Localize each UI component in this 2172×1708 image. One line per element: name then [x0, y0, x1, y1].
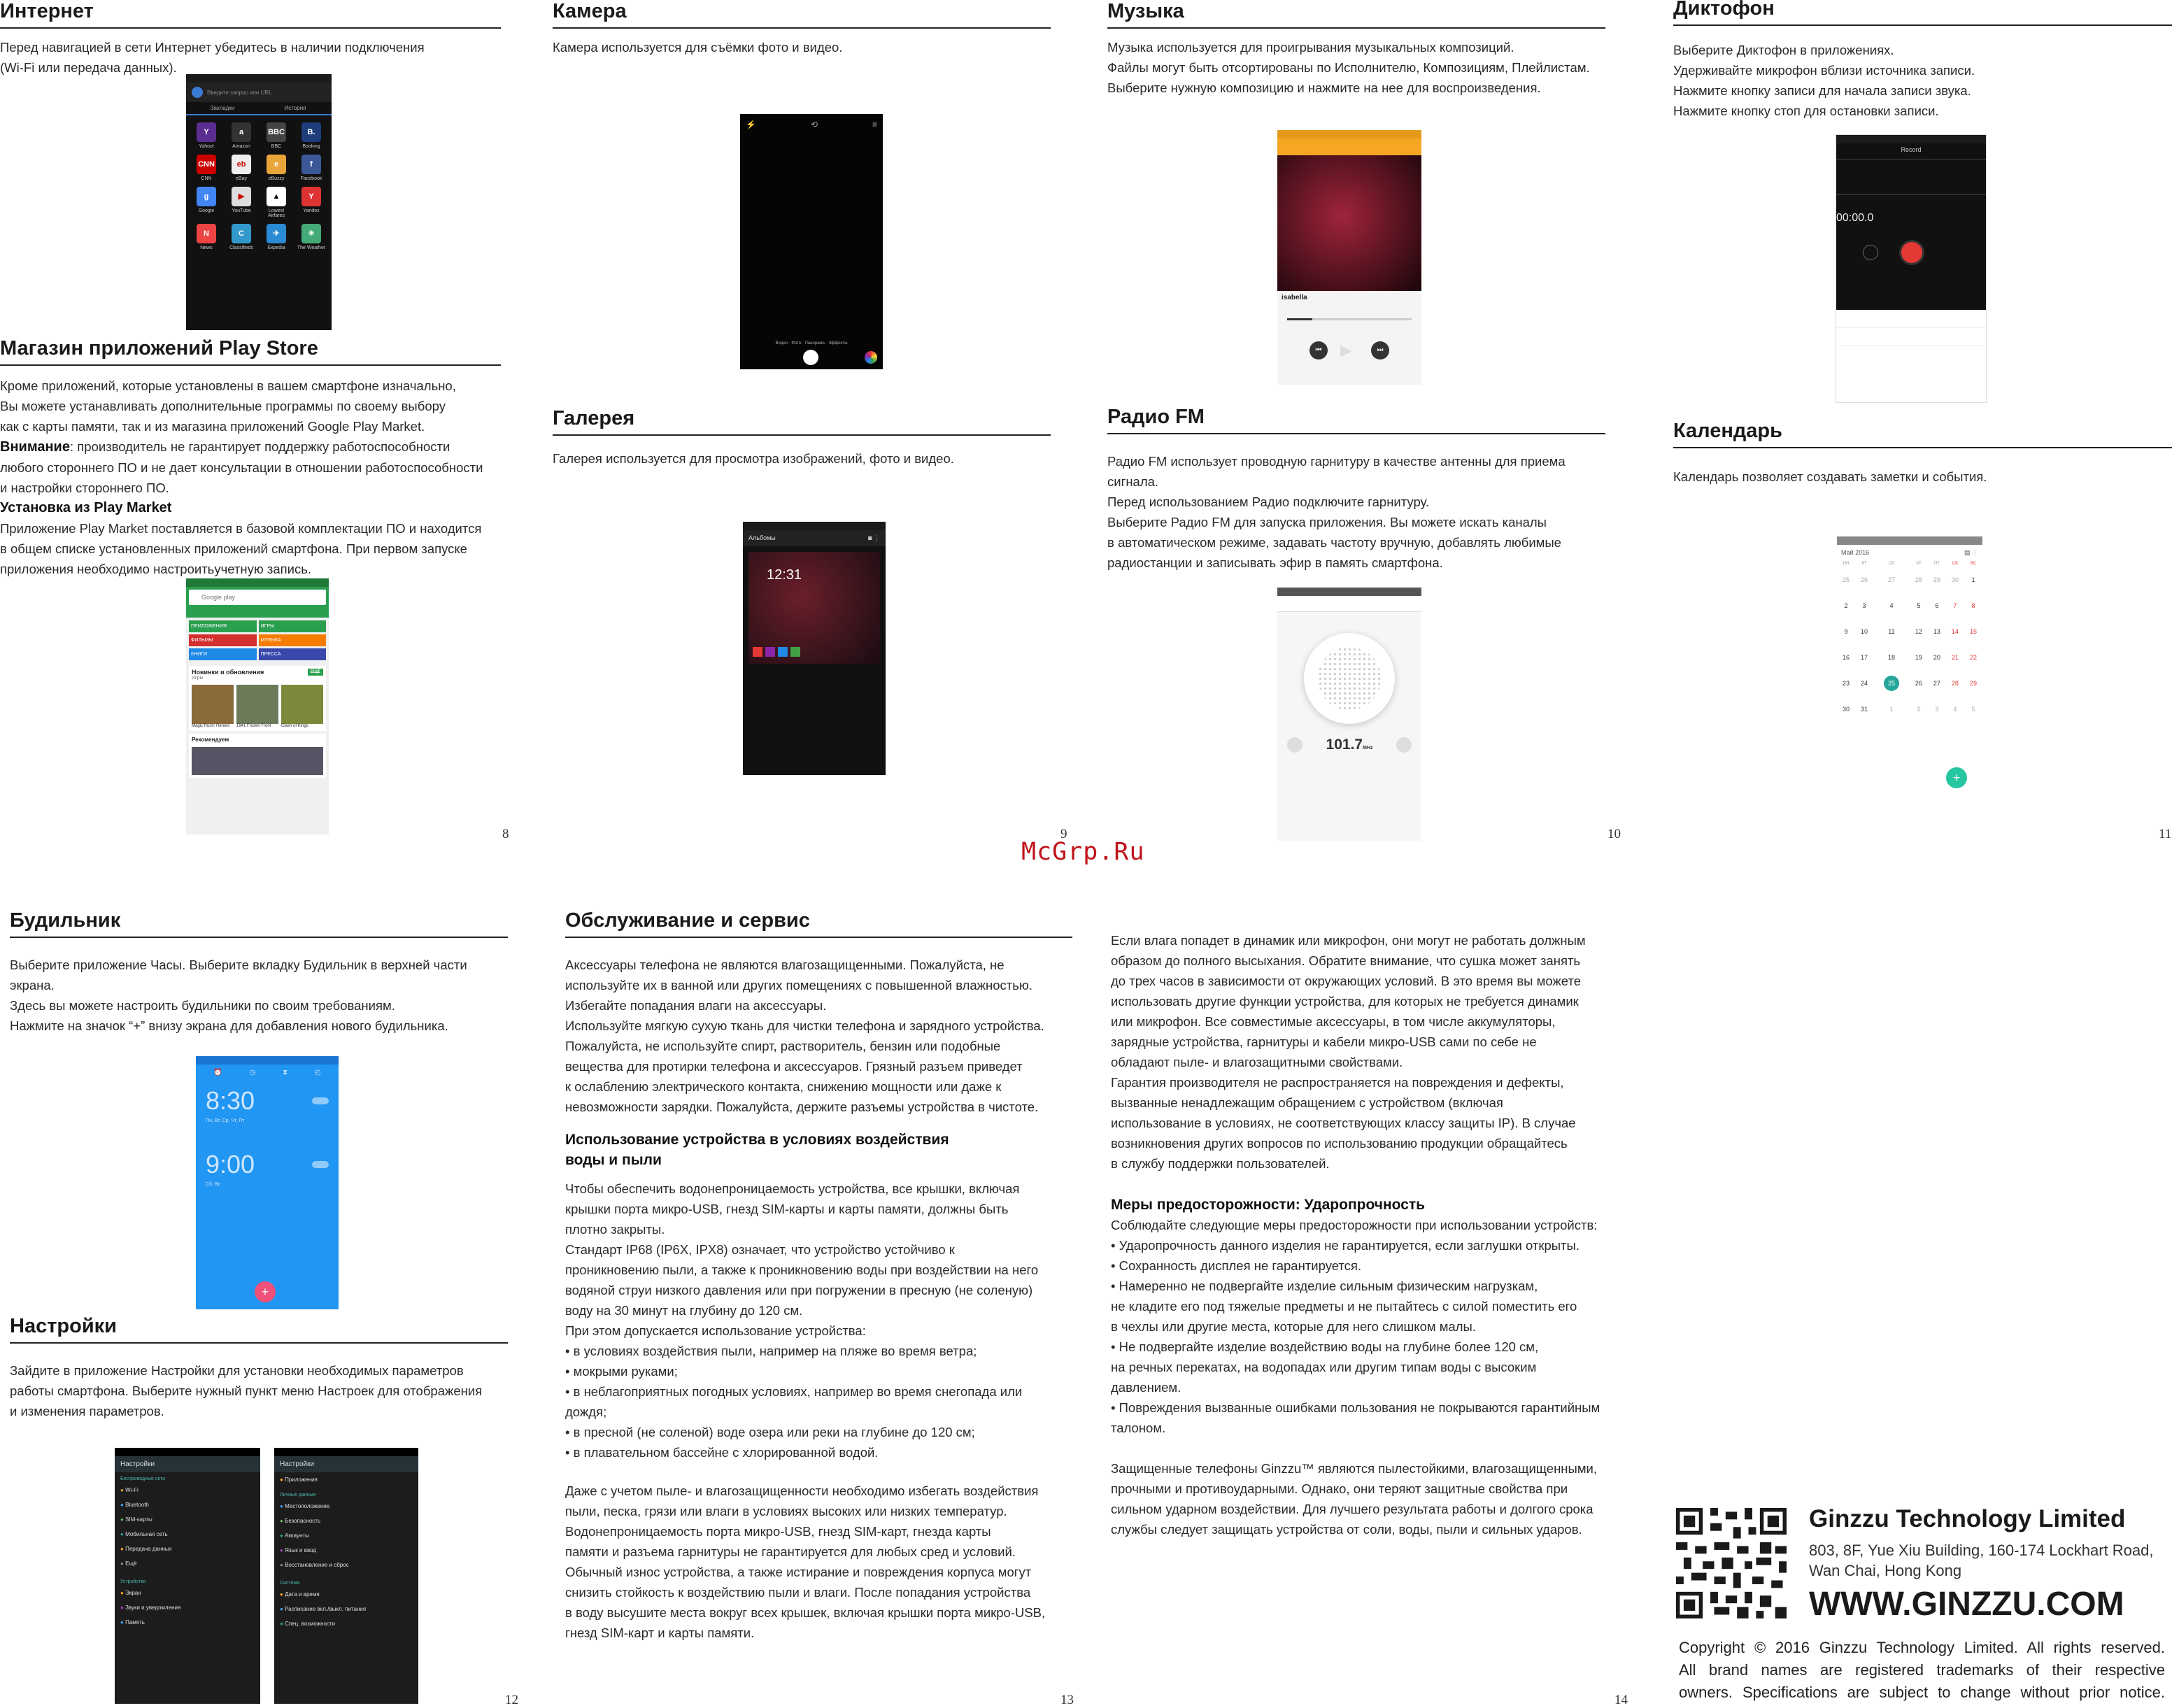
category-apps: ПРИЛОЖЕНИЯ [189, 620, 257, 632]
new-card-header [192, 669, 323, 676]
settings-item: ● Аккаунты [280, 1532, 309, 1539]
alarm-days: Пн, Вт, Ср, Чт, Пт [206, 1118, 245, 1123]
playstore-line: Кроме приложений, которые установлены в вашем смартфоне изначально, [0, 378, 456, 393]
final-line: прочными и противоударными. Однако, они теряют защитные свойства при [1111, 1481, 1568, 1496]
add-event-button: + [1946, 767, 1967, 788]
alarm-time: 8:30 [206, 1086, 255, 1115]
copyright-block [1679, 1637, 2165, 1704]
game-row [192, 685, 323, 728]
water-dust-title-1: Использование устройства в условиях воздействия [565, 1132, 949, 1148]
service-line: Избегайте попадания влаги на аксессуары. [565, 998, 827, 1013]
recorder-line: Удерживайте микрофон вблизи источника записи. [1673, 63, 1975, 78]
status-bar [186, 578, 329, 587]
camera-screenshot [740, 114, 883, 369]
switch-camera-icon: ⟲ [810, 120, 818, 129]
moisture-line: в службу поддержки пользователей. [1111, 1156, 1330, 1171]
internet-text-2: (Wi-Fi или передача данных). [0, 60, 177, 75]
radio-line: в автоматическом режиме, задавать частоту вручную, добавлять любимые [1107, 535, 1561, 550]
status-bar [186, 74, 332, 83]
heading-settings: Настройки [10, 1315, 508, 1344]
bookmark-item: C Classifieds [225, 224, 257, 250]
week-row: 23 24 25 26 27 28 29 [1837, 670, 1982, 696]
gallery-header [743, 530, 886, 546]
settings-item: ● Местоположение [280, 1503, 330, 1509]
settings-group: Устройство [120, 1579, 146, 1584]
status-bar [115, 1448, 260, 1456]
alarm-line: Выберите приложение Часы. Выберите вкладку Будильник в верхней части [10, 958, 467, 972]
alarm-item [196, 1129, 339, 1193]
game-card: 1941 Frozen Front [236, 685, 278, 728]
calendar-month: Май 2016 [1841, 549, 1870, 556]
shock-line: в чехлы или другие места, которые для него слишком малы. [1111, 1319, 1476, 1334]
settings-group: Беспроводные сети [120, 1476, 166, 1481]
game-card: Magic Rush: Heroes [192, 685, 234, 728]
music-toolbar [1277, 138, 1421, 155]
service-line: Используйте мягкую сухую ткань для чистки телефона и зарядного устройства. [565, 1018, 1044, 1033]
shutter-button [803, 350, 818, 365]
water-dust-title-2: воды и пыли [565, 1152, 662, 1168]
service-line: используйте их в ванной или других помещениях с повышенной влажностью. [565, 978, 1032, 992]
settings-item: ● Дата и время [280, 1591, 320, 1597]
moisture-line: использовать другие функции устройства, для которых не требуется динамик [1111, 994, 1579, 1009]
settings-item: ● Расписание вкл./выкл. питания [280, 1606, 367, 1612]
week-row: 30 31 1 2 3 4 5 [1842, 705, 1975, 713]
status-bar [1277, 588, 1421, 596]
playstore-line: Вы можете устанавливать дополнительные программы по своему выбору [0, 399, 446, 413]
section-gallery [553, 407, 1051, 469]
next-icon: ⏭ [1371, 341, 1389, 360]
moisture-line: Если влага попадет в динамик или микрофон, они могут не работать должным [1111, 933, 1586, 948]
bookmark-item: a Amazon [225, 122, 257, 149]
internet-text-1: Перед навигацией в сети Интернет убедитесь в наличии подключения [0, 40, 425, 55]
service-line: вещества для протирки телефона и аксессуаров. Грязный разъем приведет [565, 1059, 1023, 1074]
settings-line: и изменения параметров. [10, 1404, 164, 1418]
section-moisture [1111, 930, 1642, 1539]
service-line: Обычный износ устройства, а также истирание и повреждения корпуса могут [565, 1565, 1032, 1579]
week-row: 2 3 4 5 6 7 8 [1844, 602, 1975, 609]
service-line: • в условиях воздействия пыли, например на пляже во время ветра; [565, 1344, 977, 1358]
settings-item: ● Язык и ввод [280, 1547, 317, 1553]
settings-screenshot-1 [115, 1448, 260, 1704]
moisture-line: зарядные устройства, гарнитуры и кабели микро-USB сами по себе не [1111, 1034, 1537, 1049]
heading-internet: Интернет [0, 0, 501, 29]
address-line: Wan Chai, Hong Kong [1809, 1562, 1962, 1579]
service-line: дождя; [565, 1404, 607, 1419]
moisture-line: обладают пыле- и влагозащитными свойствами. [1111, 1055, 1403, 1069]
address-line: 803, 8F, Yue Xiu Building, 160-174 Lockhart Road, [1809, 1542, 2154, 1559]
globe-icon [192, 87, 203, 98]
recorder-header: Record [1901, 146, 1922, 153]
play-icon: ▶ [1340, 341, 1352, 359]
browser-screenshot [186, 74, 332, 330]
speaker-icon [1304, 633, 1395, 724]
clock-tabs: ⏰ ◷ ⧗ ◴ [213, 1069, 321, 1076]
playstore-warning [0, 436, 501, 457]
playstore-line: как с карты памяти, так и из магазина приложений Google Play Market. [0, 419, 425, 434]
music-line: Выберите нужную композицию и нажмите на нее для воспроизведения. [1107, 80, 1541, 95]
install-title: Установка из Play Market [0, 500, 172, 515]
playstore-search: Google play [189, 590, 326, 605]
today-marker: 25 [1884, 676, 1899, 691]
service-line: памяти и разъема гарнитуры не гарантируется для любых сред и условий. [565, 1544, 1016, 1559]
more-button: ЕЩЁ [308, 669, 323, 676]
shock-line: • Не подвергайте изделие воздействию воды на глубине более 120 см, [1111, 1339, 1539, 1354]
company-website: WWW.GINZZU.COM [1809, 1586, 2124, 1623]
service-line: плотно закрыты. [565, 1222, 665, 1237]
heading-gallery: Галерея [553, 407, 1051, 436]
service-line: невозможности зарядки. Пожалуйста, держите разъемы устройства в чистоте. [565, 1099, 1039, 1114]
seek-forward-icon [1396, 737, 1412, 753]
settings-header: Настройки [115, 1456, 260, 1472]
browser-search-bar [186, 83, 332, 102]
playstore-header [186, 587, 329, 618]
playstore-screenshot [186, 578, 329, 834]
bookmark-item: g Google [190, 187, 222, 218]
alarm-toggle [312, 1097, 329, 1104]
calendar-text: Календарь позволяет создавать заметки и события. [1673, 469, 1987, 484]
bookmark-grid [186, 115, 332, 257]
settings-item: ● Передача данных [120, 1546, 172, 1552]
radio-line: радиостанции и записывать эфир в память смартфона. [1107, 555, 1443, 570]
bookmark-item: eb eBay [225, 155, 257, 181]
settings-item: ● Приложения [280, 1476, 318, 1483]
music-line: Файлы могут быть отсортированы по Исполнителю, Композициям, Плейлистам. [1107, 60, 1590, 75]
page-number: 9 [1060, 827, 1067, 841]
install-line: в общем списке установленных приложений смартфона. При первом запуске [0, 541, 467, 556]
browser-tab-bookmarks: Закладки [210, 105, 235, 111]
shock-line: • Повреждения вызванные ошибками пользования не покрываются гарантийным [1111, 1400, 1600, 1415]
album-art [1277, 155, 1421, 291]
service-line: При этом допускается использование устройства: [565, 1323, 866, 1338]
browser-search-placeholder: Введите запрос или URL [207, 89, 272, 96]
bookmark-item: ▶ YouTube [225, 187, 257, 218]
shock-line: на речных перекатах, на водопадах или другим типам воды с высоким [1111, 1360, 1537, 1374]
shock-line: • Намеренно не подвергайте изделие сильным физическим нагрузкам, [1111, 1279, 1538, 1293]
camera-text: Камера используется для съёмки фото и видео. [553, 40, 843, 55]
waveform [1836, 159, 1986, 195]
final-line: сильном ударном воздействии. Для лучшего результата работы и долгого срока [1111, 1502, 1593, 1516]
service-line: • в пресной (не соленой) воде озера или реки на глубине до 120 см; [565, 1425, 975, 1439]
alarm-line: Нажмите на значок “+” внизу экрана для добавления нового будильника. [10, 1018, 448, 1033]
camera-modes: Видео · Фото · Панорама · Эффекты [775, 341, 848, 346]
bookmark-item: f Facebook [295, 155, 327, 181]
moisture-line: возникновения других вопросов по использованию продукции обращайтесь [1111, 1136, 1568, 1151]
alarm-time: 9:00 [206, 1150, 255, 1179]
status-bar [196, 1056, 339, 1065]
section-alarm [10, 909, 508, 1036]
bookmark-item: ✈ Expedia [260, 224, 292, 250]
install-line: Приложение Play Market поставляется в базовой комплектации ПО и находится [0, 521, 482, 536]
section-playstore [0, 337, 501, 579]
moisture-line: Гарантия производителя не распространяется на повреждения и дефекты, [1111, 1075, 1564, 1090]
service-line: • мокрыми руками; [565, 1364, 678, 1379]
status-bar [274, 1448, 418, 1456]
heading-service: Обслуживание и сервис [565, 909, 1072, 938]
service-line: • в плавательном бассейне с хлорированной водой. [565, 1445, 879, 1460]
copyright-line: All brand names are registered trademarks of their respective [1679, 1661, 2165, 1679]
settings-item: ● Экран [120, 1590, 141, 1596]
alarm-item [196, 1081, 339, 1129]
playstore-categories [186, 618, 329, 663]
bookmark-item: ☀ The Weather [295, 224, 327, 250]
category-games: ИГРЫ [259, 620, 327, 632]
heading-playstore: Магазин приложений Play Store [0, 337, 501, 366]
recommended-title: Рекомендуем [192, 736, 229, 743]
play-icon [1863, 245, 1878, 260]
bookmark-item: Y Yahoo! [190, 122, 222, 149]
thumb-clock: 12:31 [767, 567, 802, 583]
section-service [565, 909, 1072, 1643]
alarm-line: Здесь вы можете настроить будильники по своим требованиям. [10, 998, 395, 1013]
moisture-line: образом до полного высыхания. Обратите внимание, что сушка может занять [1111, 953, 1581, 968]
alarm-line: экрана. [10, 978, 55, 992]
moisture-line: использование в условиях, не соответствующих классу защиты IP). В случае [1111, 1116, 1576, 1130]
settings-item: ● Bluetooth [120, 1502, 149, 1508]
shock-line: талоном. [1111, 1421, 1166, 1435]
settings-item: ● Восстановление и сброс [280, 1562, 349, 1568]
radio-screenshot [1277, 588, 1421, 841]
service-line: пыли, песка, грязи или влаги в условиях высоких или низких температур. [565, 1504, 1007, 1518]
previous-icon: ⏮ [1309, 341, 1328, 360]
player-controls [1277, 341, 1421, 360]
company-name: Ginzzu Technology Limited [1809, 1505, 2126, 1532]
radio-line: сигнала. [1107, 474, 1159, 489]
settings-header: Настройки [274, 1456, 418, 1472]
service-line: воду на 30 минут на глубину до 120 см. [565, 1303, 803, 1318]
week-row: 25 26 27 28 29 30 1 [1842, 576, 1975, 583]
flash-icon: ⚡ [746, 120, 756, 129]
frequency-value: 101.7MHz [1326, 736, 1373, 753]
radio-line: Выберите Радио FM для запуска приложения. Вы можете искать каналы [1107, 515, 1547, 529]
category-press: ПРЕССА [259, 648, 327, 660]
gallery-albums-label: Альбомы [748, 534, 776, 541]
recorder-line: Нажмите кнопку записи для начала записи звука. [1673, 83, 1971, 98]
section-calendar [1673, 420, 2172, 487]
effects-icon [865, 351, 877, 364]
calendar-toolbar [1837, 545, 1982, 561]
heading-calendar: Календарь [1673, 420, 2172, 448]
status-bar [1837, 536, 1982, 545]
settings-group: Личные данные [280, 1493, 316, 1497]
section-settings [10, 1315, 508, 1421]
category-movies: ФИЛЬМЫ [189, 634, 257, 646]
add-alarm-button: + [255, 1281, 276, 1302]
heading-recorder: Диктофон [1673, 0, 2172, 26]
moisture-line: вызванные ненадлежащим обращением с устройством (включая [1111, 1095, 1503, 1110]
bookmark-item: e eBuzzy [260, 155, 292, 181]
settings-item: ● Спец. возможности [280, 1621, 336, 1627]
bookmark-item: B. Booking [295, 122, 327, 149]
moisture-line: или микрофон. Все совместимые аксессуары, в том числе аккумуляторы, [1111, 1014, 1556, 1029]
bookmark-item: N News [190, 224, 222, 250]
recorder-screenshot [1836, 134, 1987, 403]
gallery-text: Галерея используется для просмотра изображений, фото и видео. [553, 451, 954, 466]
bookmark-item: Y Yandex [295, 187, 327, 218]
menu-icon: ≡ [872, 120, 877, 129]
seek-back-icon [1287, 737, 1303, 753]
settings-item: ● Ещё [120, 1560, 137, 1567]
service-line: гнезд SIM-карт и карты памяти. [565, 1625, 755, 1640]
bookmark-item: ▲ Lowest Airfares [260, 187, 292, 218]
gallery-screenshot [743, 522, 886, 775]
service-line: снизить стойкость к воздействию пыли и влаги. После попадания устройства [565, 1585, 1031, 1600]
page-number: 10 [1607, 827, 1621, 841]
recorder-line: Нажмите кнопку стоп для остановки записи. [1673, 104, 1939, 118]
install-line: приложения необходимо настроитьучетную запись. [0, 562, 311, 576]
playstore-warning-line: и настройки стороннего ПО. [0, 481, 169, 495]
company-address [1809, 1540, 2154, 1581]
section-radio [1107, 406, 1605, 573]
service-line: Даже с учетом пыле- и влагозащищенности необходимо избегать воздействия [565, 1483, 1039, 1498]
settings-item: ● SIM-карты [120, 1516, 152, 1523]
camera-top-bar [740, 114, 883, 135]
record-button [1899, 240, 1924, 265]
weekday-row: ПН ВТ СР ЧТ ПТ СБ ВС [1843, 562, 1977, 566]
shock-line: не кладите его под тяжелые предметы и не пытайтесь с силой поместить его [1111, 1299, 1577, 1314]
alarm-days: Сб, Вс [206, 1182, 221, 1187]
alarm-screenshot [196, 1056, 339, 1309]
service-line: водяной струи низкого давления или при погружении в пресную (не соленую) [565, 1283, 1033, 1297]
page-number: 11 [2159, 827, 2172, 841]
qr-code [1676, 1508, 1787, 1618]
section-camera [553, 0, 1051, 57]
radio-line: Перед использованием Радио подключите гарнитуру. [1107, 494, 1430, 509]
playstore-new-card [189, 666, 326, 731]
service-line: Водонепроницаемость порта микро-USB, гнезд SIM-карт, гнезда карты [565, 1524, 991, 1539]
camera-icon: ◙ ⋮ [868, 534, 880, 541]
section-music [1107, 0, 1605, 98]
new-card-subtitle: Игры [192, 676, 204, 681]
heading-camera: Камера [553, 0, 1051, 29]
service-line: проникновению пыли, а также к проникновению воды при воздействии на него [565, 1262, 1039, 1277]
section-internet [0, 0, 501, 78]
calendar-grid [1837, 561, 1982, 722]
music-line: Музыка используется для проигрывания музыкальных композиций. [1107, 40, 1514, 55]
bookmark-item: BBC BBC [260, 122, 292, 149]
settings-item: ● Память [120, 1619, 145, 1625]
shock-line: Соблюдайте следующие меры предосторожности при использовании устройств: [1111, 1218, 1598, 1232]
final-line: Защищенные телефоны Ginzzu™ являются пылестойкими, влагозащищенными, [1111, 1461, 1598, 1476]
service-line: Пожалуйста, не используйте спирт, растворитель, бензин или подобные [565, 1039, 1001, 1053]
service-line: в воду высушите места вокруг всех крышек, включая крышки порта микро-USB, [565, 1605, 1046, 1620]
heading-music: Музыка [1107, 0, 1605, 29]
page-number: 13 [1060, 1693, 1074, 1707]
game-card: Clash of Kings [281, 685, 323, 728]
service-line: Чтобы обеспечить водонепроницаемость устройства, все крышки, включая [565, 1181, 1020, 1196]
recorder-line: Выберите Диктофон в приложениях. [1673, 43, 1894, 57]
new-card-title: Новинки и обновления [192, 669, 264, 676]
browser-tabs [186, 102, 332, 115]
warning-label: Внимание [0, 439, 70, 455]
browser-tab-history: История [284, 105, 306, 111]
shock-line: давлением. [1111, 1380, 1181, 1395]
recorder-panel [1836, 135, 1986, 310]
calendar-menu-icon: ▤ ⋮ [1964, 549, 1978, 556]
category-music: МУЗЫКА [259, 634, 327, 646]
bookmark-item: CNN CNN [190, 155, 222, 181]
playstore-warning-line: любого стороннего ПО и не дает консультации в отношении работоспособности [0, 460, 483, 475]
alarm-toggle [312, 1161, 329, 1168]
settings-item: ● Звуки и уведомления [120, 1604, 181, 1611]
category-books: КНИГИ [189, 648, 257, 660]
recorder-time: 00:00.0 [1836, 212, 1874, 224]
copyright-line: owners. Specifications are subject to change without prior notice. [1679, 1684, 2165, 1701]
service-line: • в неблагоприятных погодных условиях, например во время снегопада или [565, 1384, 1023, 1399]
radio-line: Радио FM использует проводную гарнитуру в качестве антенны для приема [1107, 454, 1566, 469]
settings-line: работы смартфона. Выберите нужный пункт меню Настроек для отображения [10, 1383, 483, 1398]
radio-toolbar [1277, 596, 1421, 612]
service-line: крышки порта микро-USB, гнезд SIM-карты и карты памяти, должны быть [565, 1202, 1009, 1216]
gallery-album-thumb [748, 552, 880, 664]
settings-line: Зайдите в приложение Настройки для установки необходимых параметров [10, 1363, 464, 1378]
status-bar [1836, 135, 1986, 143]
track-name: isabella [1282, 294, 1307, 301]
status-bar [1277, 130, 1421, 138]
service-line: Стандарт IP68 (IP6X, IPX8) означает, что устройство устойчиво к [565, 1242, 955, 1257]
section-recorder [1673, 0, 2172, 121]
heading-alarm: Будильник [10, 909, 508, 938]
copyright-line: Copyright © 2016 Ginzzu Technology Limited. All rights reserved. [1679, 1639, 2165, 1656]
moisture-line: до трех часов в зависимости от окружающих условий. В это время вы можете [1111, 974, 1582, 988]
settings-item: ● Wi-Fi [120, 1487, 139, 1493]
thumb-icons [753, 647, 800, 657]
heading-radio: Радио FM [1107, 406, 1605, 434]
shock-line: • Сохранность дисплея не гарантируется. [1111, 1258, 1362, 1273]
service-line: к ослаблению электрического контакта, снижению мощности или даже к [565, 1079, 1002, 1094]
recommended-card [189, 734, 326, 778]
week-row: 9 10 11 12 13 14 15 [1844, 627, 1977, 635]
week-row: 16 17 18 19 20 21 22 [1842, 653, 1977, 661]
page-number: 12 [505, 1693, 518, 1707]
settings-screenshot-2 [274, 1448, 418, 1704]
warning-text: : производитель не гарантирует поддержку работоспособности [69, 439, 450, 454]
calendar-screenshot [1837, 536, 1982, 795]
recorder-controls [1836, 240, 1986, 265]
status-bar [743, 522, 886, 530]
shock-title: Меры предосторожности: Ударопрочность [1111, 1197, 1426, 1213]
page-number: 8 [502, 827, 509, 841]
page-number: 14 [1614, 1693, 1628, 1707]
final-line: службы следует защищать устройства от соли, воды, пыли и сильных ударов. [1111, 1522, 1582, 1537]
shock-line: • Ударопрочность данного изделия не гарантируется, если заглушки открыты. [1111, 1238, 1580, 1253]
settings-group: Система [280, 1581, 300, 1586]
music-screenshot [1277, 130, 1421, 385]
watermark: McGrp.Ru [1021, 838, 1145, 866]
service-line: Аксессуары телефона не являются влагозащищенными. Пожалуйста, не [565, 958, 1005, 972]
progress-bar [1287, 318, 1412, 320]
settings-item: ● Безопасность [280, 1518, 321, 1524]
settings-item: ● Мобильная сеть [120, 1531, 168, 1537]
frequency-row [1277, 724, 1421, 753]
